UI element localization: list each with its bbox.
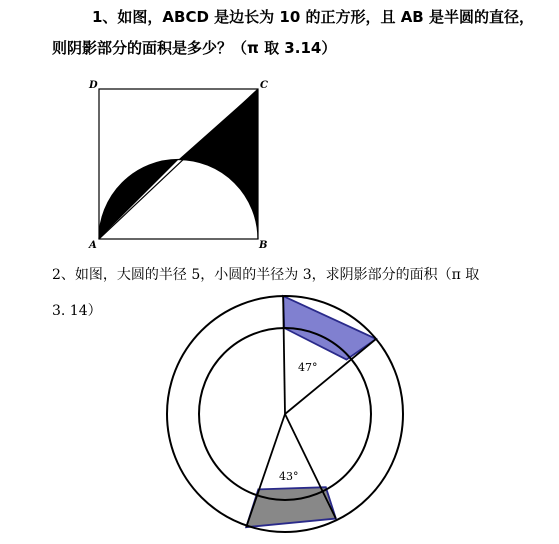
question-1-text-line-1: 1、如图，ABCD 是边长为 10 的正方形，且 AB 是半圆的直径， [92, 8, 534, 26]
figure-1-square-semicircle [88, 80, 268, 251]
point-label-c: C [260, 80, 268, 91]
question-1-text-line-2: 则阴影部分的面积是多少？（π 取 3.14） [52, 39, 337, 57]
question-2-text-line-2: 3. 14） [52, 303, 102, 319]
shaded-region-right [179, 89, 259, 239]
point-label-d: D [89, 80, 98, 91]
point-label-a: A [89, 240, 97, 251]
angle-label-bottom: 43° [279, 470, 299, 483]
figure-2-concentric-circles [167, 296, 403, 532]
angle-label-top: 47° [298, 361, 318, 374]
question-2-text-line-1: 2、如图，大圆的半径 5，小圆的半径为 3，求阴影部分的面积（π 取 [52, 267, 480, 283]
shaded-annular-sector-bottom [246, 487, 336, 527]
point-label-b: B [259, 240, 268, 251]
